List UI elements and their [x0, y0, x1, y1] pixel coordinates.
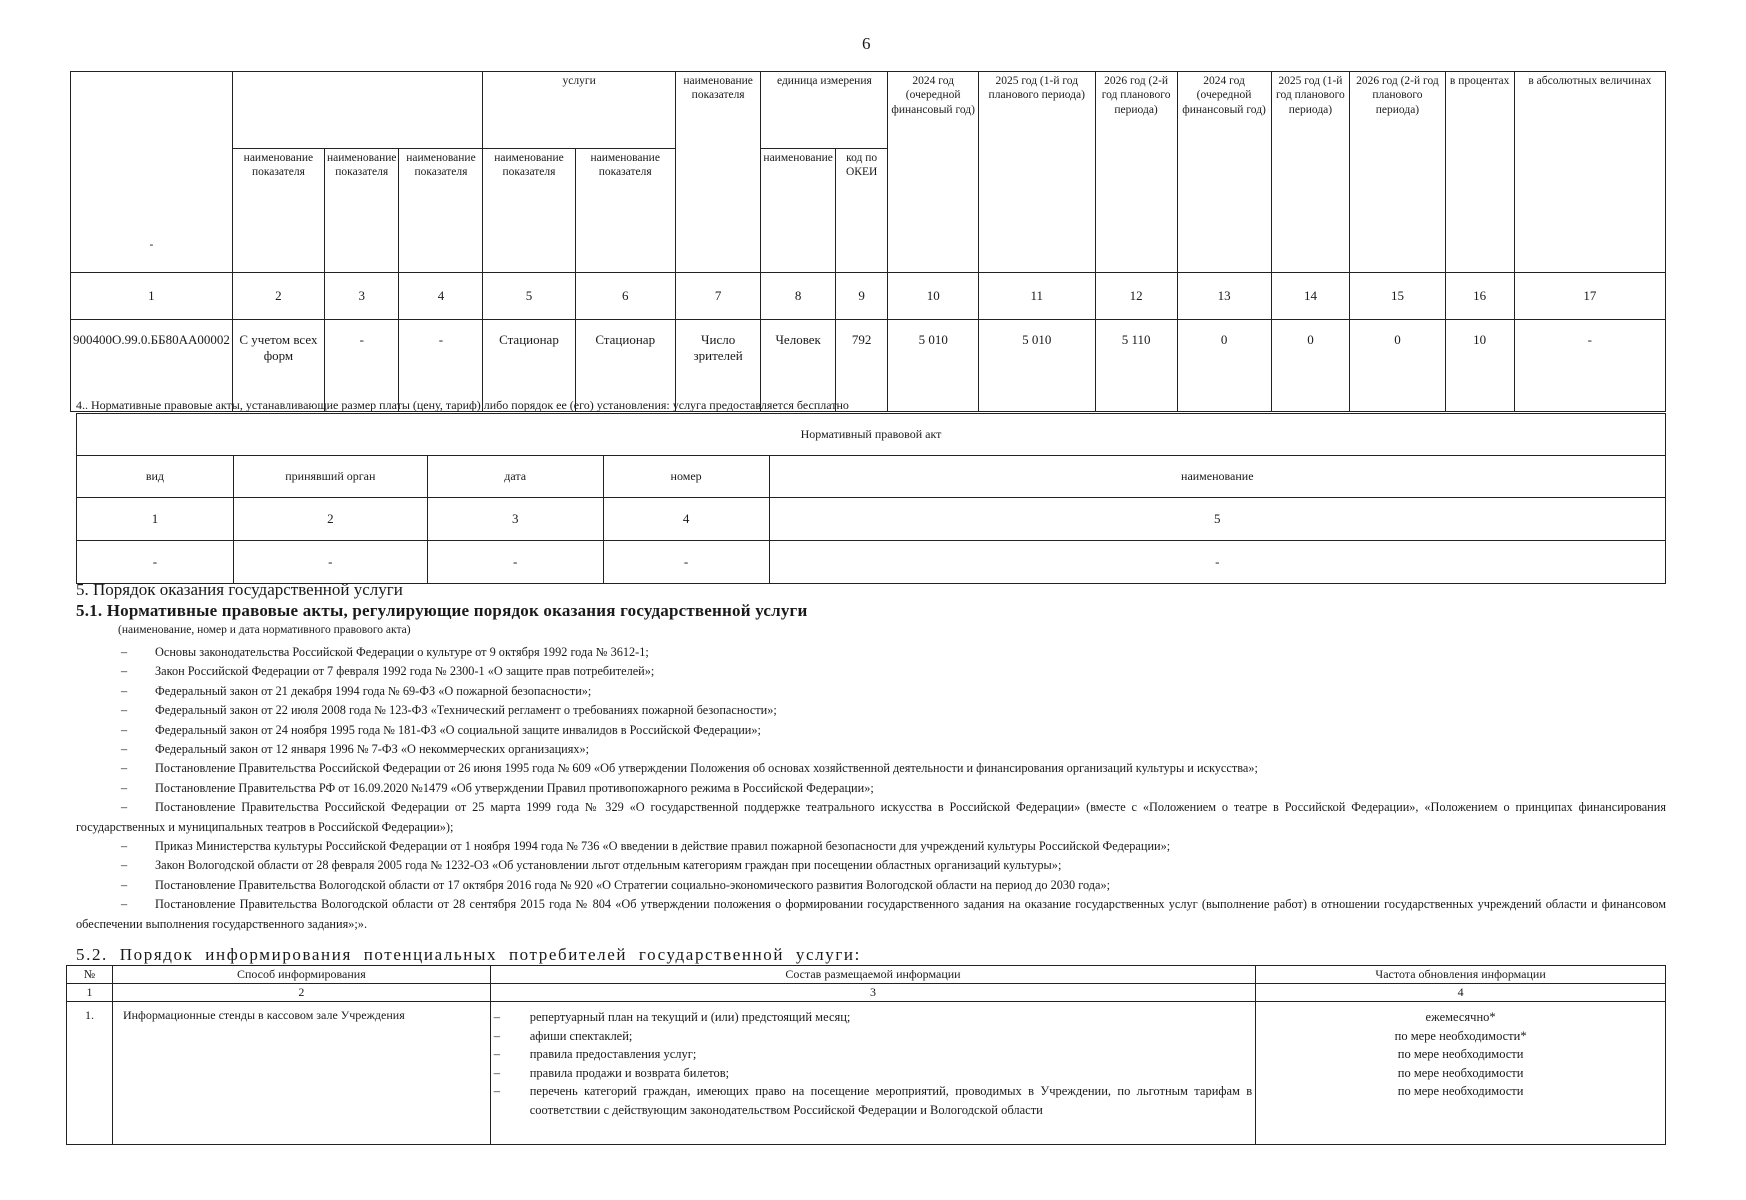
legal-acts-table: [76, 413, 1666, 584]
cell: Человек: [761, 320, 836, 412]
col-num: 13: [1177, 273, 1271, 320]
col-num: 8: [761, 273, 836, 320]
header-2026b: 2026 год (2-й год планового периода): [1350, 72, 1445, 273]
subheader-c: наименование показателя: [399, 148, 483, 272]
list-item: – перечень категорий граждан, имеющих право на посещение мероприятий, проводимых в Учреждении, по льготным тарифам в соответствии с действующим законодательством Российской Федерации и Вологодской области: [493, 1084, 1253, 1117]
header-unit: единица измерения: [761, 72, 888, 149]
list-item: – Приказ Министерства культуры Российской Федерации от 1 ноября 1994 года № 736 «О введении в действие правил пожарной безопасности для учреждений культуры Российской Федерации»;: [121, 839, 1171, 854]
list-item: – Основы законодательства Российской Федерации о культуре от 9 октября 1992 года № 3612-1;: [121, 645, 649, 659]
header-2026: 2026 год (2-й год планового периода): [1095, 72, 1177, 273]
list-item: – Федеральный закон от 12 января 1996 № 7-ФЗ «О некоммерческих организациях»;: [121, 742, 590, 757]
frequency-item: ежемесячно*: [1425, 1010, 1496, 1024]
column-numbers-row: [71, 273, 1666, 320]
cell: -: [324, 320, 399, 412]
list-item: – Закон Вологодской области от 28 февраля 2005 года № 1232-ОЗ «Об установлении льгот отдельным категориям граждан при посещении областных организаций культуры»;: [121, 858, 1062, 873]
subheader-a: наименование показателя: [232, 148, 324, 272]
header-absolute: в абсолютных величинах: [1514, 72, 1665, 273]
cell: -: [1514, 320, 1665, 412]
cell: 5 110: [1095, 320, 1177, 412]
cell: С учетом всех форм: [232, 320, 324, 412]
list-item: – Постановление Правительства Вологодской области от 28 сентября 2015 года № 804 «Об утверждении положения о формировании государственного задания на оказание государственных услуг (выполнение работ) в отношении государственных учреждений области и финансовом обеспечении выполнения государственного задания»;».: [76, 897, 1666, 931]
col-num: 12: [1095, 273, 1177, 320]
indicators-table: [70, 71, 1666, 412]
col-header: вид: [77, 456, 234, 498]
subheader-b: наименование показателя: [324, 148, 399, 272]
header-percent: в процентах: [1445, 72, 1514, 273]
col-header: номер: [603, 456, 769, 498]
header-2025b: 2025 год (1-й год планового периода): [1271, 72, 1350, 273]
header-indicator-name: наименование показателя: [675, 72, 761, 273]
col-num: 2: [233, 498, 427, 541]
col-header: Способ информирования: [112, 966, 490, 984]
col-header: №: [67, 966, 113, 984]
legal-act-title: Нормативный правовой акт: [77, 414, 1666, 456]
col-num: 7: [675, 273, 761, 320]
header-dash: -: [71, 72, 233, 273]
cell: 5 010: [888, 320, 979, 412]
header-2024b: 2024 год (очередной финансовый год): [1177, 72, 1271, 273]
section-5-1-heading: 5.1. Нормативные правовые акты, регулирующие порядок оказания государственной услуги: [76, 601, 808, 620]
col-header: Частота обновления информации: [1256, 966, 1666, 984]
cell-method: Информационные стенды в кассовом зале Учреждения: [112, 1002, 490, 1145]
cell: -: [399, 320, 483, 412]
col-num: 1: [77, 498, 234, 541]
col-num: 5: [483, 273, 575, 320]
list-item: – Постановление Правительства РФ от 16.09.2020 №1479 «Об утверждении Правил противопожарного режима в Российской Федерации»;: [121, 780, 874, 795]
subheader-unit-code: код по ОКЕИ: [835, 148, 887, 272]
col-num: 1: [67, 984, 113, 1002]
col-num: 4: [603, 498, 769, 541]
col-num: 1: [71, 273, 233, 320]
col-header: наименование: [769, 456, 1665, 498]
subheader-e: наименование показателя: [575, 148, 675, 272]
cell: Стационар: [483, 320, 575, 412]
list-item: – Постановление Правительства Российской Федерации от 25 марта 1999 года № 329 «О государственной поддержке театрального искусства в Российской Федерации» (вместе с «Положением о театре в Российской Федерации», «Положением о принципах финансирования государственных и муниципальных театров в Российской Федерации»);: [76, 800, 1666, 834]
legal-acts-list: [76, 643, 1666, 934]
cell: -: [603, 541, 769, 584]
header-services: услуги: [483, 72, 675, 149]
col-num: 11: [979, 273, 1096, 320]
cell: 10: [1445, 320, 1514, 412]
list-item: – Федеральный закон от 24 ноября 1995 года № 181-ФЗ «О социальной защите инвалидов в Российской Федерации»;: [121, 722, 761, 737]
table-row: [77, 541, 1666, 584]
list-item: – репертуарный план на текущий и (или) предстоящий месяц;: [493, 1010, 851, 1024]
cell: 0: [1350, 320, 1445, 412]
table-row: [67, 1002, 1666, 1145]
col-header: принявший орган: [233, 456, 427, 498]
frequency-item: по мере необходимости*: [1394, 1028, 1527, 1043]
col-num: 5: [769, 498, 1665, 541]
cell: -: [233, 541, 427, 584]
cell-row-number: 1.: [67, 1002, 113, 1145]
col-num: 6: [575, 273, 675, 320]
frequency-item: по мере необходимости: [1397, 1047, 1524, 1061]
cell-registry-code: 900400О.99.0.ББ80АА00002: [71, 320, 233, 412]
subheader-unit-name: наименование: [761, 148, 836, 272]
section-5-1-caption: (наименование, номер и дата нормативного правового акта): [118, 624, 411, 636]
frequency-item: по мере необходимости: [1397, 1065, 1524, 1080]
cell: 0: [1177, 320, 1271, 412]
section-5-2-heading: 5.2. Порядок информирования потенциальных потребителей государственной услуги:: [76, 945, 861, 964]
col-num: 16: [1445, 273, 1514, 320]
list-item: – правила предоставления услуг;: [493, 1047, 697, 1061]
list-item: – Постановление Правительства Российской Федерации от 26 июня 1995 года № 609 «Об утверждении Положения об основах хозяйственной деятельности и финансирования организаций культуры и искусства»;: [121, 761, 1258, 776]
list-item: – правила продажи и возврата билетов;: [493, 1065, 730, 1080]
col-header: Состав размещаемой информации: [490, 966, 1255, 984]
cell: 5 010: [979, 320, 1096, 412]
subheader-d: наименование показателя: [483, 148, 575, 272]
list-item: – Закон Российской Федерации от 7 февраля 1992 года № 2300-1 «О защите прав потребителей»;: [121, 664, 655, 679]
col-num: 4: [399, 273, 483, 320]
list-item: – афиши спектаклей;: [493, 1028, 633, 1043]
cell: 792: [835, 320, 887, 412]
list-item: – Федеральный закон от 21 декабря 1994 года № 69-ФЗ «О пожарной безопасности»;: [121, 683, 592, 698]
col-num: 2: [232, 273, 324, 320]
col-num: 17: [1514, 273, 1665, 320]
informing-table: [66, 965, 1666, 1145]
cell: Стационар: [575, 320, 675, 412]
col-num: 3: [427, 498, 603, 541]
col-num: 10: [888, 273, 979, 320]
cell: Число зрителей: [675, 320, 761, 412]
col-num: 15: [1350, 273, 1445, 320]
cell: -: [427, 541, 603, 584]
section-5-heading: 5. Порядок оказания государственной услуги: [76, 580, 403, 599]
list-item: – Федеральный закон от 22 июля 2008 года № 123-ФЗ «Технический регламент о требованиях пожарной безопасности»;: [121, 703, 777, 718]
col-num: 3: [490, 984, 1255, 1002]
cell-frequency: [1256, 1002, 1666, 1145]
col-num: 14: [1271, 273, 1350, 320]
cell: 0: [1271, 320, 1350, 412]
cell: -: [77, 541, 234, 584]
col-num: 4: [1256, 984, 1666, 1002]
col-num: 2: [112, 984, 490, 1002]
cell-content-list: [490, 1002, 1255, 1145]
col-num: 3: [324, 273, 399, 320]
cell: -: [769, 541, 1665, 584]
frequency-item: по мере необходимости: [1397, 1084, 1524, 1098]
list-item: – Постановление Правительства Вологодской области от 17 октября 2016 года № 920 «О Стратегии социально-экономического развития Вологодской области на период до 2030 года»;: [121, 877, 1111, 892]
col-num: 9: [835, 273, 887, 320]
header-2025: 2025 год (1-й год планового периода): [979, 72, 1096, 273]
page-number: 6: [862, 34, 871, 53]
header-2024: 2024 год (очередной финансовый год): [888, 72, 979, 273]
col-header: дата: [427, 456, 603, 498]
section-4-note: 4.. Нормативные правовые акты, устанавливающие размер платы (цену, тариф) либо порядок ее (его) установления: услуга предоставляется бесплатно: [76, 398, 849, 412]
